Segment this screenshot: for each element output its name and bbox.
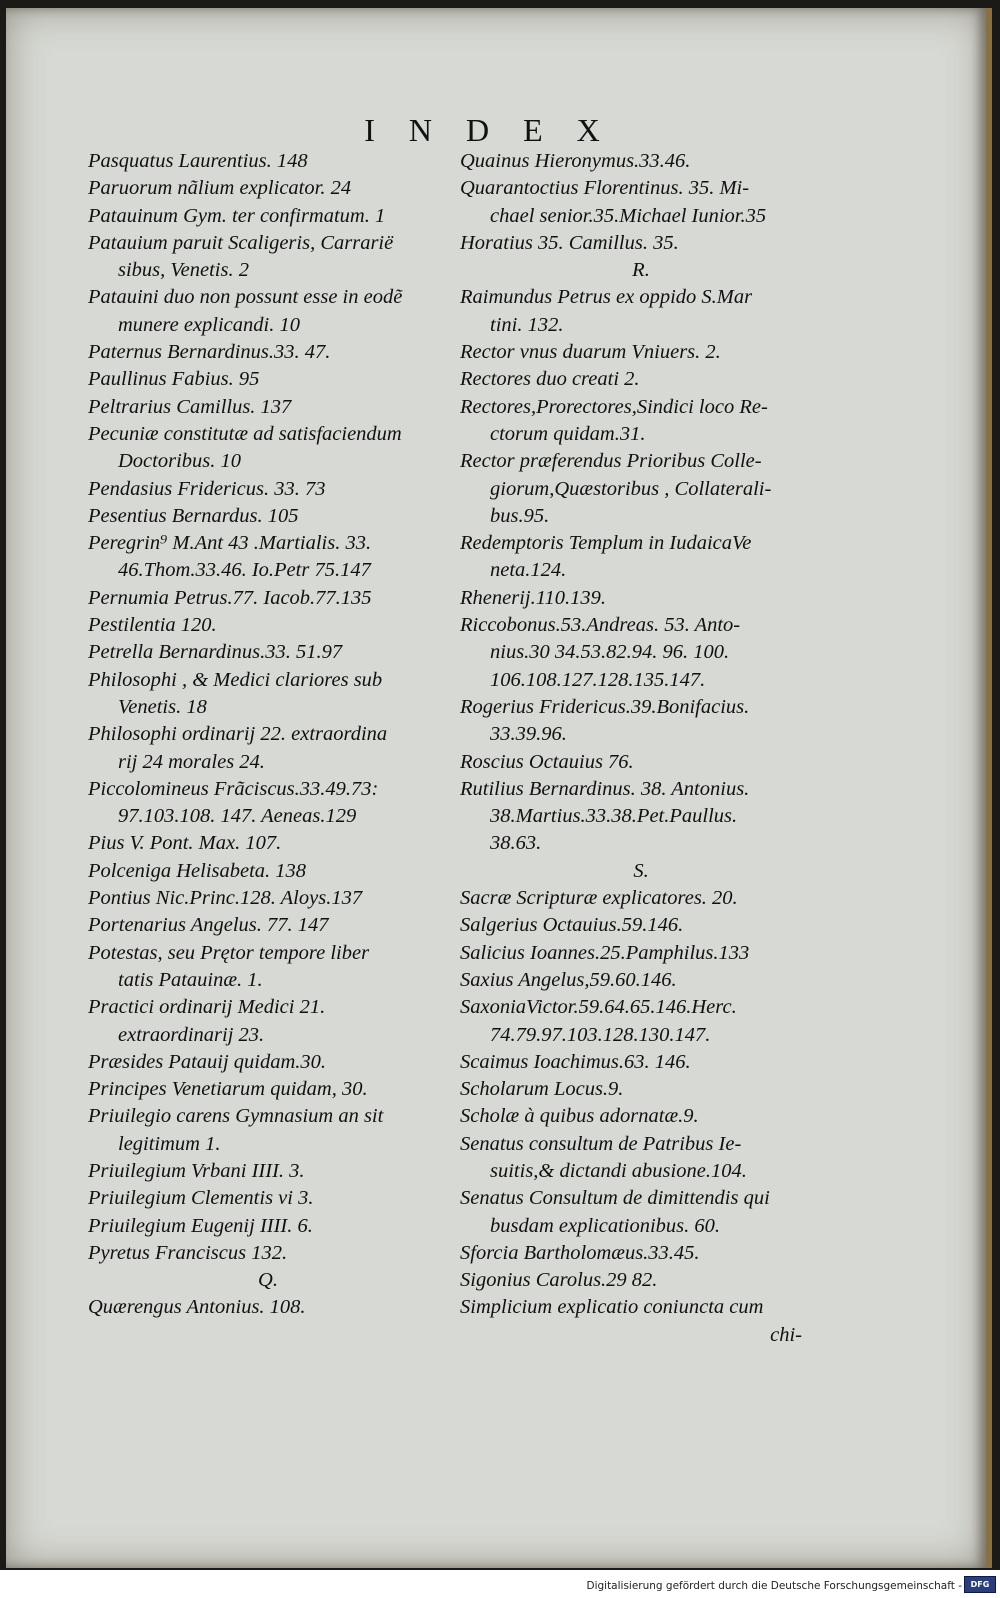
index-entry: Scholæ à quibus adornatæ.9. — [460, 1105, 699, 1128]
index-entry: Rectores,Prorectores,Sindici loco Re- ctorum quidam.31. — [460, 395, 768, 445]
index-entry: Patauinum Gym. ter confirmatum. 1 — [88, 204, 386, 227]
index-entry: Præsides Patauij quidam.30. — [88, 1050, 327, 1073]
index-column-left — [88, 148, 448, 1322]
index-entry: Quainus Hieronymus.33.46. — [460, 150, 691, 172]
index-entry: Practici ordinarij Medici 21. extraordinarij 23. — [88, 996, 326, 1046]
index-entry: Patauini duo non possunt esse in eodẽ munere explicandi. 10 — [88, 286, 403, 336]
index-entry: Pontius Nic.Princ.128. Aloys.137 — [88, 887, 363, 910]
index-entry: Rector vnus duarum Vniuers. 2. — [460, 341, 721, 364]
index-entry: Salicius Ioannes.25.Pamphilus.133 — [460, 941, 750, 964]
index-entry: Quarantoctius Florentinus. 35. Mi- chael senior.35.Michael Iunior.35 — [460, 177, 767, 227]
index-entry: Priuilegium Eugenij IIII. 6. — [88, 1214, 313, 1237]
index-entry: Riccobonus.53.Andreas. 53. Anto- nius.30 34.53.82.94. 96. 100. 106.108.127.128.135.147. — [460, 614, 741, 691]
index-entry: Pyretus Franciscus 132. — [88, 1241, 288, 1264]
index-entry: Priuilegio carens Gymnasium an sit legitimum 1. — [88, 1105, 384, 1155]
index-entry: Sigonius Carolus.29 82. — [460, 1269, 658, 1292]
index-entry: SaxoniaVictor.59.64.65.146.Herc. 74.79.97.103.128.130.147. — [460, 996, 737, 1046]
catchword: chi- — [770, 1323, 802, 1346]
index-entry: Scholarum Locus.9. — [460, 1078, 624, 1101]
index-entry: Peregrin⁹ M.Ant 43 .Martialis. 33. 46.Thom.33.46. Io.Petr 75.147 — [88, 532, 372, 582]
index-entry: Philosophi ordinarij 22. extraordina rij 24 morales 24. — [88, 723, 388, 773]
section-letter: S. — [633, 859, 649, 882]
index-entry: Horatius 35. Camillus. 35. — [460, 231, 679, 254]
index-entry: Potestas, seu Prętor tempore liber tatis Patauinæ. 1. — [88, 941, 370, 991]
index-entry: Paruorum nãlium explicator. 24 — [88, 177, 352, 200]
index-entry: Roscius Octauius 76. — [460, 750, 634, 773]
index-entry: Priuilegium Vrbani IIII. 3. — [88, 1159, 305, 1182]
index-entry: Raimundus Petrus ex oppido S.Mar tini. 132. — [460, 286, 753, 336]
index-entry: Peltrarius Camillus. 137 — [88, 395, 292, 418]
index-entry: Pernumia Petrus.77. Iacob.77.135 — [88, 586, 372, 609]
index-entry: Polceniga Helisabeta. 138 — [88, 859, 307, 882]
index-entry: Portenarius Angelus. 77. 147 — [88, 914, 329, 937]
index-entry: Paullinus Fabius. 95 — [88, 368, 260, 391]
page-title: INDEX — [364, 112, 634, 148]
index-entry: Sacræ Scripturæ explicatores. 20. — [460, 887, 738, 910]
index-entry: Piccolomineus Frãciscus.33.49.73: 97.103.108. 147. Aeneas.129 — [88, 777, 379, 828]
index-entry: Rector præferendus Prioribus Colle- giorum,Quæstoribus , Collaterali- bus.95. — [460, 450, 772, 527]
index-entry: Pasquatus Laurentius. 148 — [88, 150, 308, 172]
index-entry: Senatus consultum de Patribus Ie- suitis,& dictandi abusione.104. — [460, 1132, 747, 1182]
index-entry: Priuilegium Clementis vi 3. — [88, 1187, 314, 1210]
index-entry: Scaimus Ioachimus.63. 146. — [460, 1050, 691, 1073]
index-entry: Principes Venetiarum quidam, 30. — [88, 1078, 368, 1101]
index-entry: Rhenerij.110.139. — [460, 586, 606, 609]
index-entry: Rogerius Fridericus.39.Bonifacius. 33.39.96. — [460, 695, 750, 746]
index-entry: Pendasius Fridericus. 33. 73 — [88, 477, 326, 500]
index-entry: Philosophi , & Medici clariores sub Venetis. 18 — [88, 668, 383, 718]
index-entry: Rutilius Bernardinus. 38. Antonius. 38.Martius.33.38.Pet.Paullus. 38.63. — [460, 777, 750, 855]
index-column-right — [460, 148, 822, 1349]
dfg-logo: DFG — [964, 1576, 996, 1593]
index-entry: Paternus Bernardinus.33. 47. — [88, 341, 331, 364]
scanned-page — [6, 8, 992, 1568]
index-entry: Petrella Bernardinus.33. 51.97 — [88, 641, 343, 664]
index-entry: Senatus Consultum de dimittendis qui busdam explicationibus. 60. — [460, 1187, 770, 1237]
index-entry: Pestilentia 120. — [88, 614, 217, 637]
index-entry: Salgerius Octauius.59.146. — [460, 914, 684, 937]
index-entry: Quærengus Antonius. 108. — [88, 1296, 306, 1319]
section-letter: Q. — [258, 1269, 278, 1292]
footer-credit: Digitalisierung gefördert durch die Deutsche Forschungsgemeinschaft - — [586, 1580, 962, 1592]
index-entry: Pius V. Pont. Max. 107. — [88, 832, 282, 855]
index-entry: Redemptoris Templum in IudaicaVe neta.124. — [460, 532, 752, 582]
index-entry: Rectores duo creati 2. — [460, 368, 640, 391]
index-entry: Patauium paruit Scaligeris, Carrarië sibus, Venetis. 2 — [88, 231, 394, 282]
index-entry: Pesentius Bernardus. 105 — [88, 504, 299, 527]
index-entry: Simplicium explicatio coniuncta cum — [460, 1296, 764, 1319]
section-letter: R. — [632, 259, 650, 282]
index-entry: Sforcia Bartholomæus.33.45. — [460, 1241, 700, 1264]
index-entry: Pecuniæ constitutæ ad satisfaciendum Doctoribus. 10 — [88, 422, 402, 473]
index-entry: Saxius Angelus,59.60.146. — [460, 968, 677, 991]
